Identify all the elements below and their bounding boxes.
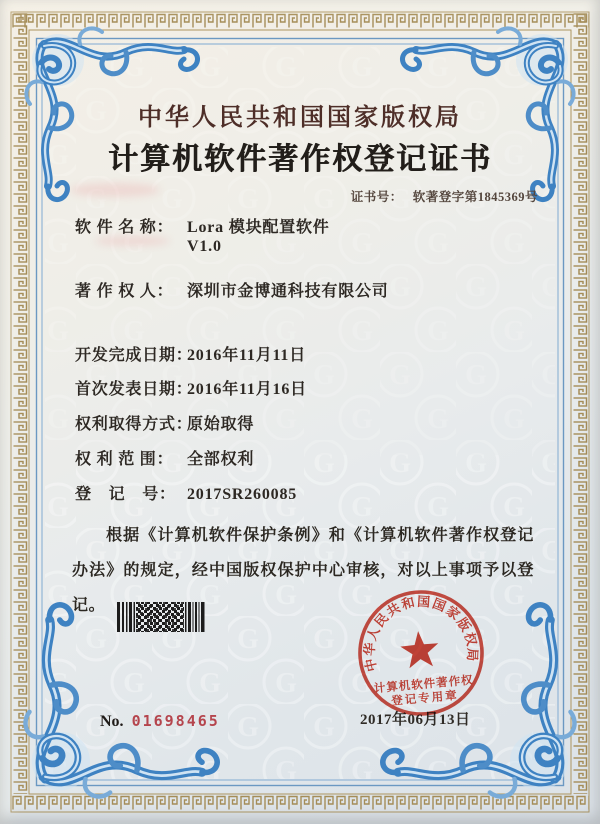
field-row-registration-number	[75, 481, 297, 504]
field-row-rights-scope	[75, 446, 254, 469]
field-row-acquisition-method	[75, 411, 254, 434]
scan-smudge	[70, 183, 160, 197]
scan-smudge	[95, 236, 170, 246]
field-value: 2016年11月11日	[187, 347, 307, 364]
field-label: 权 利 范 围：	[75, 451, 174, 468]
field-value: 2017SR260085	[187, 486, 298, 503]
field-label: 权利取得方式：	[75, 416, 193, 433]
serial-number-value: 01698465	[131, 712, 220, 730]
field-row-copyright-owner	[75, 278, 389, 301]
field-label: 软 件 名 称：	[75, 219, 174, 236]
serial-number-label: No.	[100, 713, 124, 730]
field-label: 首次发表日期：	[75, 381, 193, 398]
field-value: 深圳市金博通科技有限公司	[187, 283, 389, 300]
seal-line1: 计算机软件著作权	[373, 674, 475, 696]
field-row-dev-complete-date	[75, 342, 306, 365]
seal-line2: 登记专用章	[390, 689, 460, 708]
certificate-number-line	[351, 187, 538, 205]
field-label: 著 作 权 人：	[75, 283, 174, 300]
certificate-title: 计算机软件著作权登记证书	[108, 143, 492, 176]
official-seal	[344, 576, 504, 736]
seal-ring-text: 中华人民共和国国家版权局	[361, 593, 481, 674]
field-value: 原始取得	[187, 416, 255, 433]
barcode	[117, 601, 205, 633]
field-value: Lora 模块配置软件	[187, 219, 330, 236]
certificate-number-label: 证书号：	[350, 190, 403, 204]
svg-text:中华人民共和国国家版权局	[357, 589, 482, 673]
serial-number-line	[100, 712, 220, 731]
field-value: 2016年11月16日	[187, 381, 307, 398]
field-label: 登 记 号：	[75, 486, 176, 503]
certificate-number-value: 软著登字第1845369号	[412, 190, 538, 204]
field-label: 开发完成日期：	[75, 347, 193, 364]
seal-star-icon	[399, 630, 440, 669]
issuing-authority: 中华人民共和国国家版权局	[138, 105, 462, 131]
field-row-first-publish-date	[75, 376, 307, 399]
field-value-version: V1.0	[187, 238, 222, 255]
field-row-software-name	[75, 214, 330, 237]
registration-statement: 根据《计算机软件保护条例》和《计算机软件著作权登记办法》的规定，经中国版权保护中心审核，对以上事项予以登记。	[72, 527, 534, 614]
seal-date: 2017年06月13日	[360, 712, 471, 728]
field-value: 全部权利	[187, 451, 255, 468]
